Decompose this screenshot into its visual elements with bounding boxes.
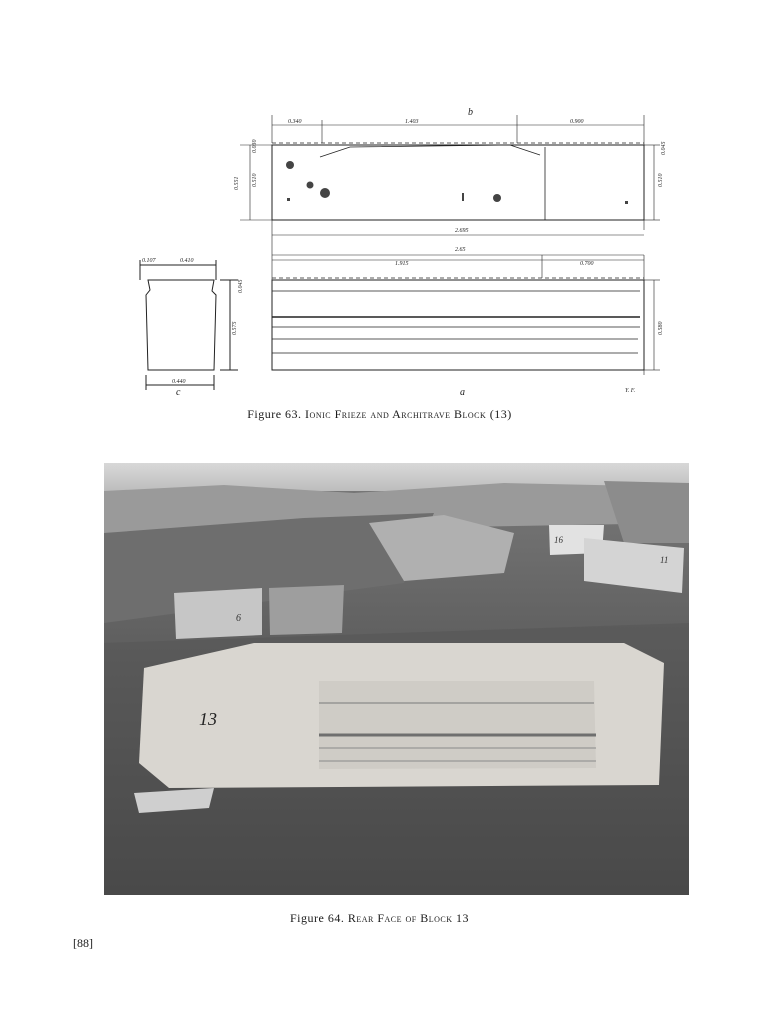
dim-side-height-small: 0.045 [238, 279, 244, 293]
figure-64-caption [0, 911, 759, 926]
dim-bottom-seg-2: 0.700 [580, 261, 594, 267]
dim-top-seg-2: 1.403 [405, 119, 419, 125]
view-b-dimension-lines [240, 115, 660, 280]
block-label-13: 13 [199, 709, 217, 729]
dim-top-height-left-outer: 0.551 [234, 176, 240, 190]
view-letter-c: c [176, 387, 181, 398]
view-a-elevation [272, 278, 644, 370]
block-label-11: 11 [660, 555, 669, 565]
dim-top-height-right-small: 0.045 [661, 141, 667, 155]
view-b-stipple [286, 161, 628, 204]
dim-side-bottom: 0.440 [172, 379, 186, 385]
dim-top-seg-3: 0.900 [570, 119, 584, 125]
figure-63-drawing [130, 95, 670, 405]
figure-63-label: Figure 63. [247, 407, 302, 421]
page-number: [88] [73, 936, 93, 950]
dim-overall-1: 2.695 [455, 228, 469, 234]
view-a-dimension-lines [272, 255, 660, 375]
figure-64-label: Figure 64. [289, 911, 345, 925]
figure-64-photograph [104, 463, 689, 895]
view-letter-a: a [460, 387, 465, 398]
dim-top-height-left-inner: 0.510 [252, 173, 258, 187]
view-c-profile [140, 260, 238, 390]
view-letter-b: b [468, 107, 473, 118]
dim-side-top-left: 0.107 [142, 258, 156, 264]
dim-top-seg-1: 0.340 [288, 119, 302, 125]
dim-top-height-right: 0.510 [658, 173, 664, 187]
dim-bottom-seg-1: 1.915 [395, 261, 409, 267]
dim-bottom-height: 0.580 [658, 321, 664, 335]
figure-64-title: Rear Face of Block 13 [347, 911, 470, 925]
block-label-16: 16 [554, 535, 563, 545]
view-b-elevation [272, 143, 644, 220]
drafter-initials: Y. F. [625, 388, 636, 394]
dim-side-height: 0.575 [232, 321, 238, 335]
dim-overall-2: 2.65 [455, 247, 466, 253]
figure-63-caption [0, 407, 759, 422]
dim-top-height-left-small: 0.030 [252, 139, 258, 153]
figure-63-title: Ionic Frieze and Architrave Block (13) [305, 407, 512, 421]
block-label-6: 6 [236, 613, 241, 624]
dim-side-top-right: 0.410 [180, 258, 194, 264]
